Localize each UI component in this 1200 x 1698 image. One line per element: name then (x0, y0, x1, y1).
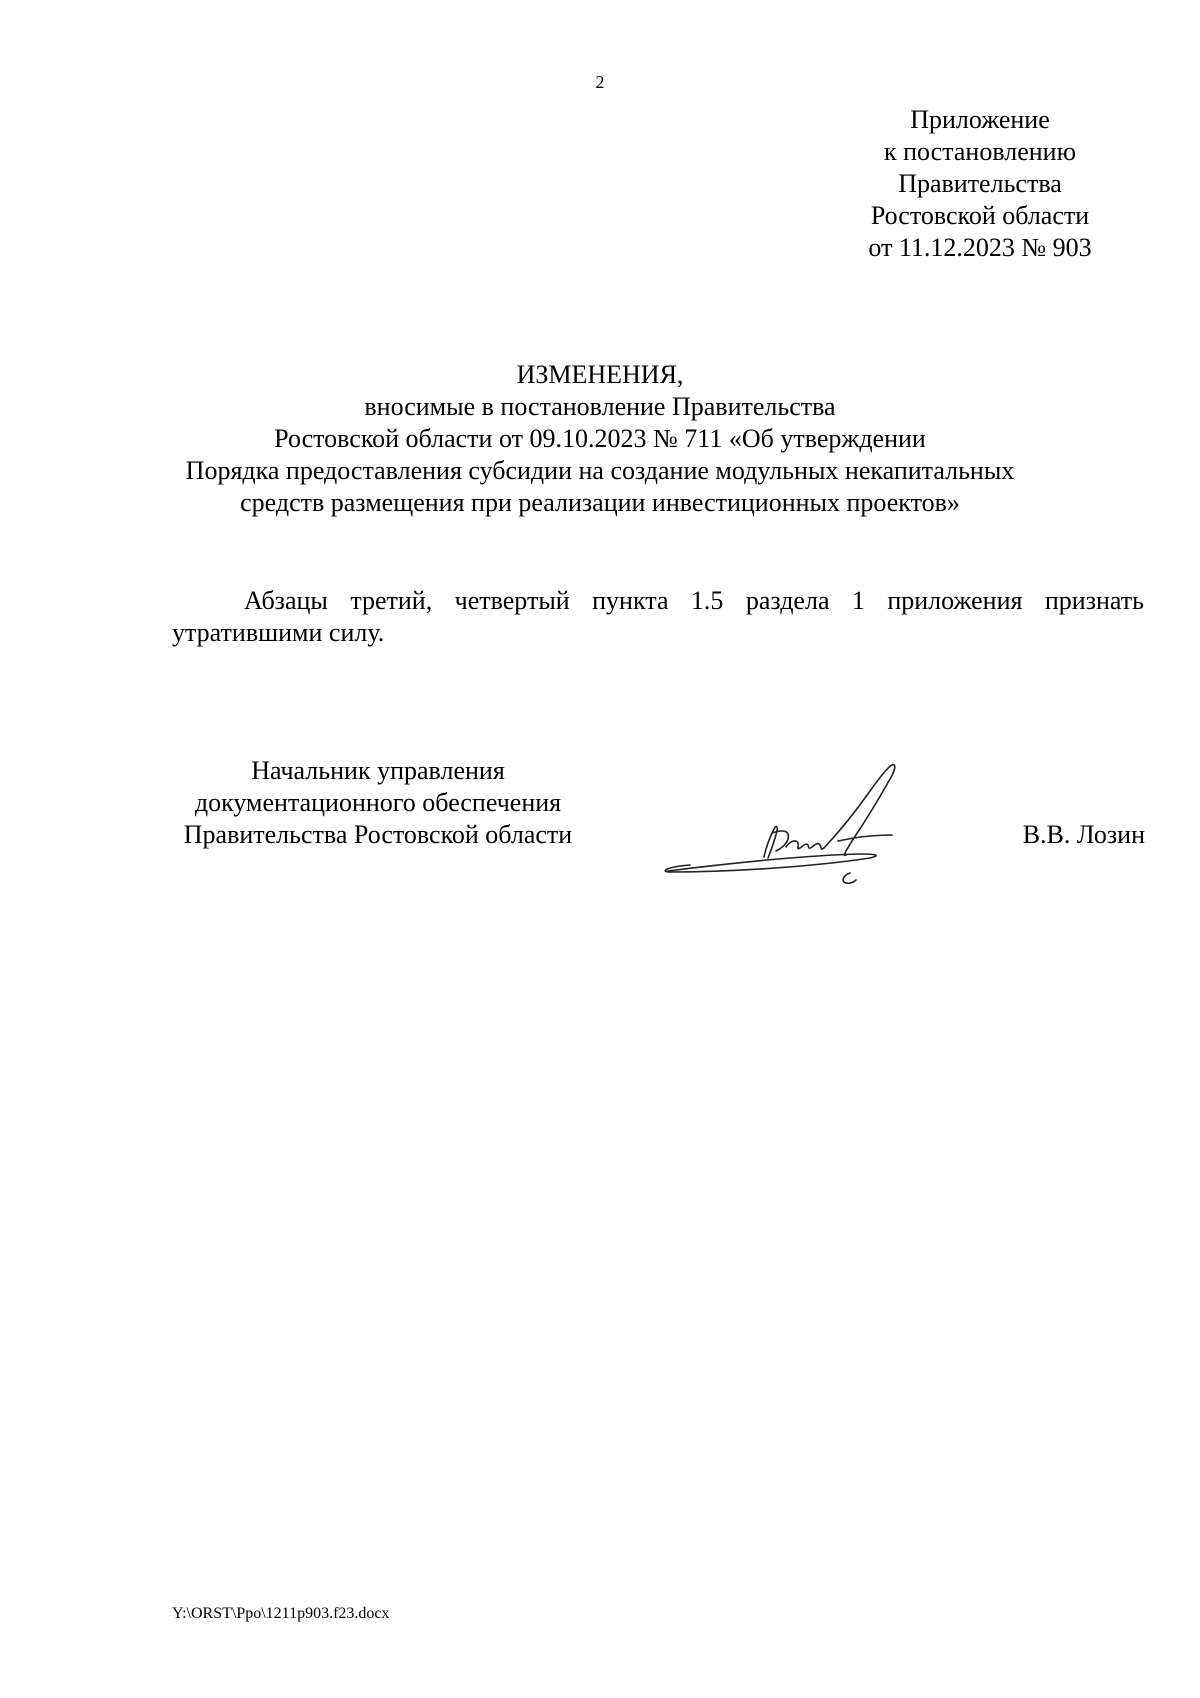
signer-position (148, 755, 608, 851)
signer-position-line: Начальник управления (251, 756, 505, 785)
title-line: Ростовской области от 09.10.2023 № 711 «Об утверждении (274, 424, 926, 453)
appendix-header (780, 104, 1180, 264)
appendix-line: Приложение (910, 105, 1050, 134)
title-heading: ИЗМЕНЕНИЯ, (516, 360, 684, 389)
signer-position-line: документационного обеспечения (194, 788, 562, 817)
title-line: Порядка предоставления субсидии на создание модульных некапитальных (185, 456, 1015, 485)
appendix-line: Ростовской области (870, 201, 1090, 230)
file-path: Y:\ORST\Ppo\1211p903.f23.docx (172, 1605, 390, 1622)
document-title (100, 359, 1100, 519)
body-paragraph: Абзацы третий, четвертый пункта 1.5 раздела 1 приложения признать утратившими силу. (172, 586, 1144, 647)
page-number: 2 (595, 72, 605, 92)
signer-position-line: Правительства Ростовской области (183, 820, 573, 849)
title-line: вносимые в постановление Правительства (364, 392, 836, 421)
appendix-line: Правительства (898, 169, 1062, 198)
signer-name: В.В. Лозин (1022, 820, 1145, 849)
appendix-line: от 11.12.2023 № 903 (868, 233, 1092, 262)
title-line: средств размещения при реализации инвестиционных проектов» (240, 488, 960, 517)
appendix-line: к постановлению (883, 137, 1077, 166)
